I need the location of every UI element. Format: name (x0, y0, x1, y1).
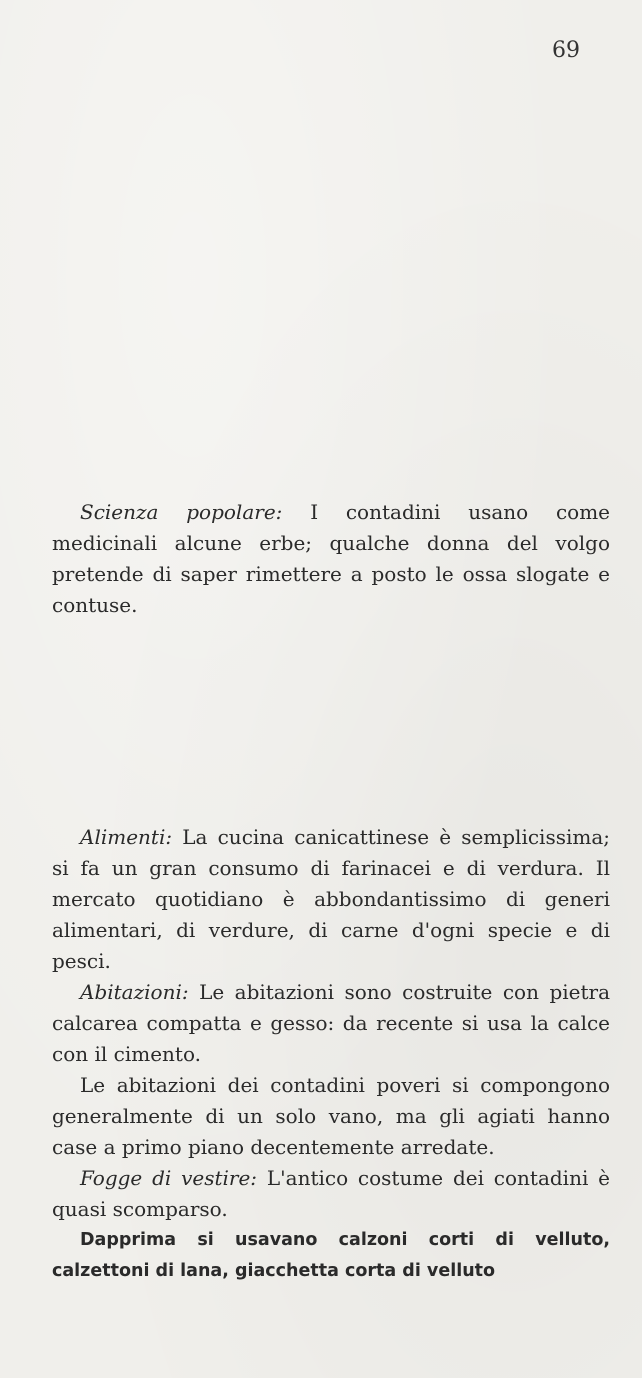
section-heading: Alimenti: (80, 825, 173, 849)
paragraph-fogge-di-vestire (52, 1163, 610, 1225)
paragraph-dapprima (52, 1225, 610, 1287)
section-body: Le abitazioni sono costruite con pietra calcarea compatta e gesso: da recente si usa la calce con il cimento. (52, 980, 610, 1066)
section-heading: Fogge di vestire: (80, 1166, 258, 1190)
section-body: Dapprima si usavano calzoni corti di velluto, calzettoni di lana, giacchetta corta di velluto (52, 1230, 610, 1281)
section-heading: Scienza popolare: (80, 500, 283, 524)
paragraph-alimenti (52, 822, 610, 977)
paragraph-abitazioni-contadini (52, 1070, 610, 1163)
section-scienza-popolare (52, 497, 610, 621)
section-body: L'antico costume dei contadini è quasi scomparso. (52, 1166, 610, 1221)
paragraph-abitazioni (52, 977, 610, 1070)
section-body: Le abitazioni dei contadini poveri si compongono generalmente di un solo vano, ma gli agiati hanno case a primo piano decentemente arredate. (52, 1073, 610, 1159)
section-heading: Abitazioni: (80, 980, 189, 1004)
bold-paragraph-block (52, 1225, 610, 1287)
page-number: 69 (552, 38, 580, 63)
section-body: I contadini usano come medicinali alcune erbe; qualche donna del volgo pretende di saper rimettere a posto le ossa slogate e contuse. (52, 500, 611, 617)
section-body: La cucina canicattinese è semplicissima; si fa un gran consumo di farinacei e di verdura. Il mercato quotidiano è abbondantissimo di generi alimentari, di verdure, di carne d'ogni specie e di pesci. (52, 825, 611, 973)
paragraph (52, 497, 610, 621)
text-block-lower (52, 822, 610, 1287)
